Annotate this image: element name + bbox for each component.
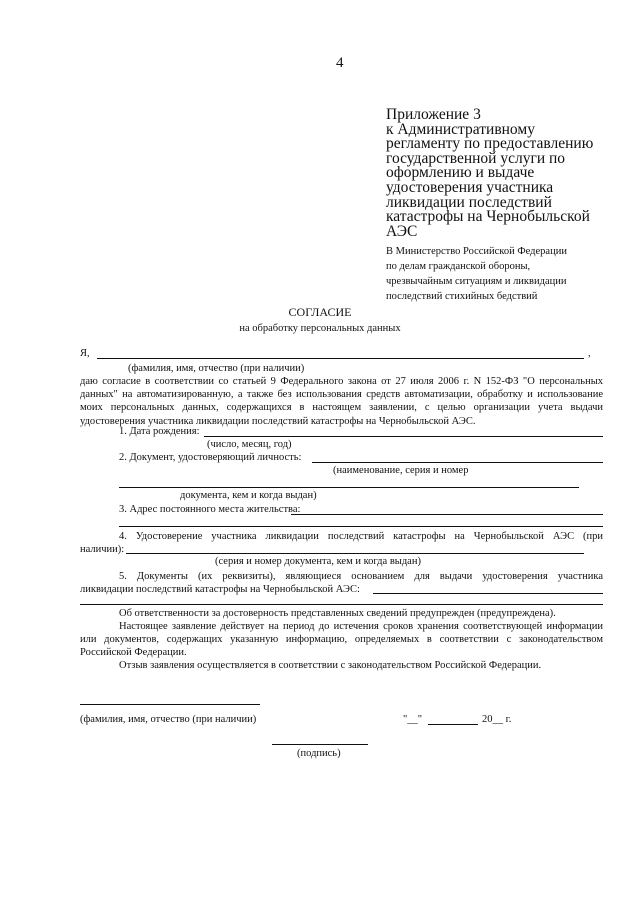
address-label: 3. Адрес постоянного места жительства: xyxy=(119,504,301,515)
id-document-input-line-2[interactable] xyxy=(119,487,579,488)
date-day: "__" xyxy=(403,714,423,725)
footer-fio-caption: (фамилия, имя, отчество (при наличии) xyxy=(80,714,257,725)
comma: , xyxy=(588,348,591,359)
footer-fio-input-line[interactable] xyxy=(80,704,260,705)
basis-documents-text: 5. Документы (их реквизиты), являющиеся основанием для выдачи удостоверения участника xyxy=(119,571,603,582)
appendix-line: к Административному xyxy=(386,120,535,138)
appendix-heading xyxy=(386,108,606,239)
id-document-caption-2: документа, кем и когда выдан) xyxy=(180,490,317,501)
certificate-text-2: наличии): xyxy=(80,544,125,555)
birthdate-caption: (число, месяц, год) xyxy=(207,439,292,450)
date-month-line[interactable] xyxy=(428,724,478,725)
appendix-line: катастрофы на Чернобыльской xyxy=(386,208,590,226)
certificate-input-line[interactable] xyxy=(126,553,584,554)
appendix-line: ликвидации последствий xyxy=(386,193,552,211)
fio-caption: (фамилия, имя, отчество (при наличии) xyxy=(128,363,305,374)
appendix-line: АЭС xyxy=(386,222,418,240)
addressee-line: чрезвычайным ситуациям и ликвидации xyxy=(386,276,567,287)
consent-text: даю согласие в соответствии со статьей 9 Федерального закона от 27 июля 2006 г. N 152-ФЗ "О персональных данных" на автоматизированную, а также без использования средств автоматизации, обработку и использование моих персональных данных, содержащихся в настоящем заявлении, с целью организации учета выдачи удостоверения участника ликвидации последствий катастрофы на Чернобыльской АЭС. xyxy=(80,376,603,427)
addressee-block xyxy=(386,244,616,304)
basis-documents-text-2: ликвидации последствий катастрофы на Чернобыльской АЭС: xyxy=(80,584,360,595)
responsibility-text: Об ответственности за достоверность представленных сведений предупрежден (предупреждена). xyxy=(119,608,556,619)
page-number: 4 xyxy=(336,55,344,71)
document-subtitle: на обработку персональных данных xyxy=(239,323,401,334)
appendix-line: оформлению и выдаче xyxy=(386,164,535,182)
appendix-line: государственной услуги по xyxy=(386,149,566,167)
addressee-line: по делам гражданской обороны, xyxy=(386,261,531,272)
id-document-caption: (наименование, серия и номер xyxy=(333,465,469,476)
address-input-line[interactable] xyxy=(291,514,603,515)
appendix-line: регламенту по предоставлению xyxy=(386,135,594,153)
fio-input-line[interactable] xyxy=(97,358,584,359)
document-title: СОГЛАСИЕ xyxy=(288,305,352,319)
birthdate-input-line[interactable] xyxy=(204,436,603,437)
id-document-label: 2. Документ, удостоверяющий личность: xyxy=(119,452,302,463)
basis-documents-input-line-2[interactable] xyxy=(80,604,603,605)
validity-text: Настоящее заявление действует на период до истечения сроков хранения соответствующей информации или документов, содержащих указанную информацию, определяемых в соответствии с законодательством Российской Федерации. xyxy=(80,621,603,659)
addressee-line: последствий стихийных бедствий xyxy=(386,291,538,302)
birthdate-label: 1. Дата рождения: xyxy=(119,426,200,437)
id-document-input-line[interactable] xyxy=(312,462,603,463)
ya-label: Я, xyxy=(80,348,90,359)
appendix-line: удостоверения участника xyxy=(386,178,554,196)
address-input-line-2[interactable] xyxy=(119,526,603,527)
basis-documents-input-line[interactable] xyxy=(373,593,603,594)
addressee-line: В Министерство Российской Федерации xyxy=(386,246,567,257)
certificate-caption: (серия и номер документа, кем и когда выдан) xyxy=(215,556,421,567)
revocation-text: Отзыв заявления осуществляется в соответствии с законодательством Российской Федерации. xyxy=(119,660,542,671)
appendix-line: Приложение 3 xyxy=(386,106,481,123)
signature-line[interactable] xyxy=(272,744,368,745)
certificate-text: 4. Удостоверение участника ликвидации последствий катастрофы на Чернобыльской АЭС (при xyxy=(119,531,603,542)
date-year: 20__ г. xyxy=(482,714,512,725)
signature-caption: (подпись) xyxy=(297,748,341,759)
